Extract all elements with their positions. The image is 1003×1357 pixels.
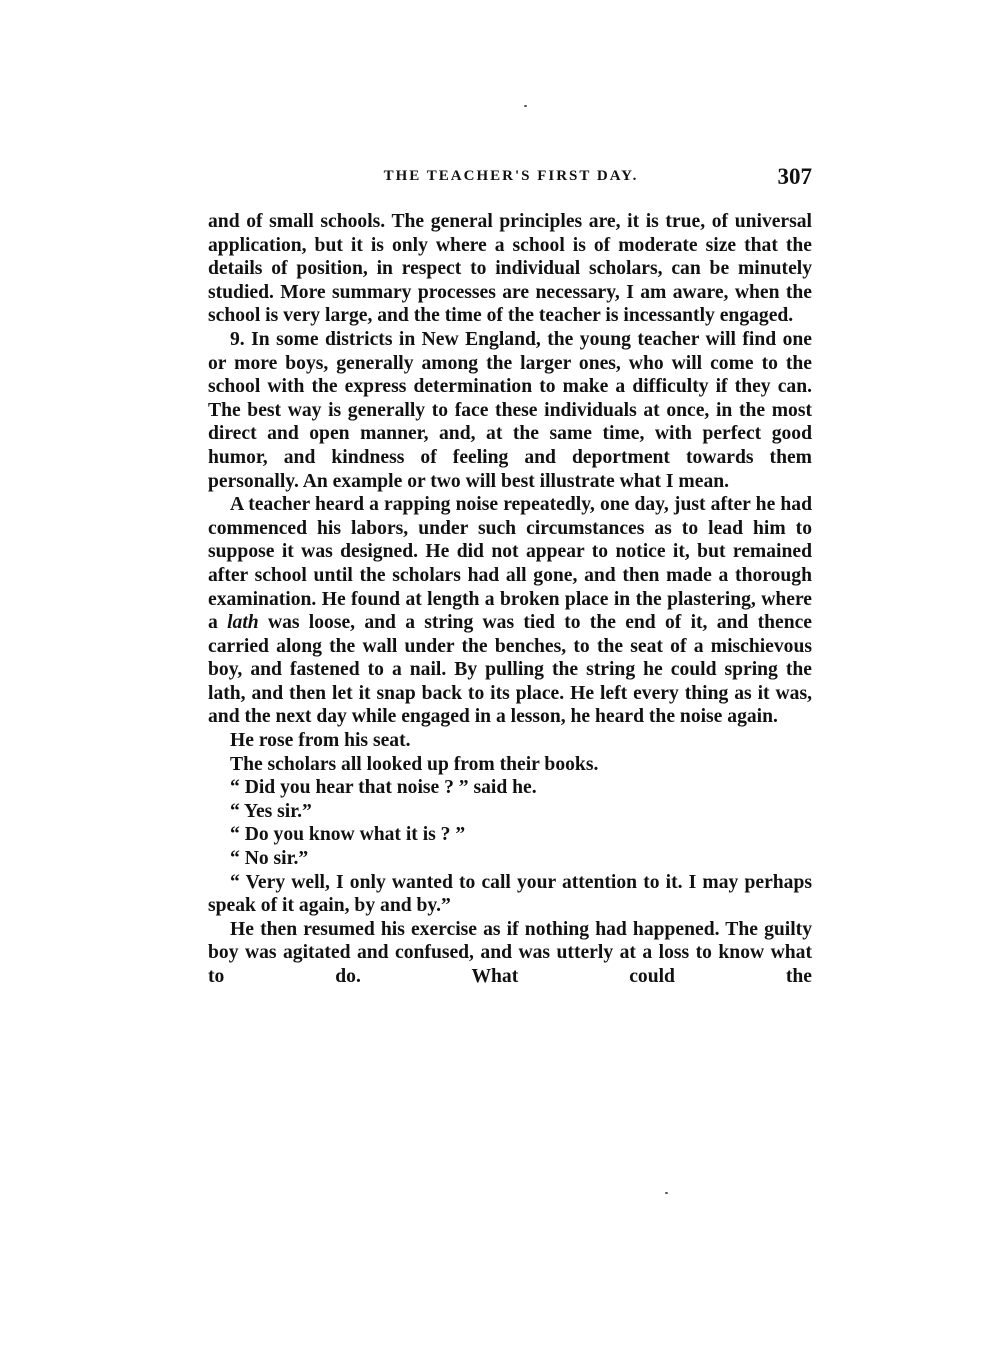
dialogue-line: “ Do you know what it is ? ” — [230, 824, 466, 846]
dialogue-line: “ Very well, I only wanted to call your attention to it. I may perhaps speak of it again, by and by.” — [208, 871, 812, 917]
paragraph: The scholars all looked up from their books. — [230, 753, 599, 775]
dialogue-line: “ Did you hear that noise ? ” said he. — [230, 777, 537, 799]
ink-speck — [665, 1192, 668, 1194]
paragraph-text: A teacher heard a rapping noise repeatedly, one day, just after he had commenced his labors, under such circumstances as to lead him to suppose it was designed. He did not appear to notice it, but remained after school until the scholars had all gone, and then made a thorough examination. He found at length a broken place in the plastering, where a — [208, 494, 812, 634]
paragraph: and of small schools. The general principles are, it is true, of universal application, but it is only where a school is of moderate size that the details of position, in respect to individual scholars, can be minutely studied. More summary processes are necessary, I am aware, when the school is very large, and the time of the teacher is incessantly engaged. — [208, 211, 812, 327]
body-text — [208, 210, 812, 989]
running-head: THE TEACHER'S FIRST DAY. — [383, 168, 639, 184]
ink-speck — [524, 105, 527, 107]
dialogue-line: “ Yes sir.” — [230, 800, 312, 822]
italic-word: lath — [227, 612, 259, 634]
paragraph-text: was loose, and a string was tied to the end of it, and thence carried along the wall under the benches, to the seat of a mischievous boy, and fastened to a nail. By pulling the string he could spring the lath, and then let it snap back to its place. He left every thing as it was, and the next day while engaged in a lesson, he heard the noise again. — [208, 612, 812, 728]
paragraph: He then resumed his exercise as if nothing had happened. The guilty boy was agitated and confused, and was utterly at a loss to know what to do. What could the — [208, 918, 812, 987]
paragraph — [208, 493, 812, 729]
paragraph: He rose from his seat. — [230, 730, 411, 752]
page-header — [210, 164, 812, 194]
paragraph: 9. In some districts in New England, the young teacher will find one or more boys, generally among the larger ones, who will come to the school with the express determination to make a difficulty if they can. The best way is generally to face these individuals at once, in the most direct and open manner, and, at the same time, with perfect good humor, and kindness of feeling and deportment towards them personally. An example or two will best illustrate what I mean. — [208, 328, 812, 492]
dialogue-line: “ No sir.” — [230, 848, 309, 870]
page-number: 307 — [777, 164, 812, 189]
